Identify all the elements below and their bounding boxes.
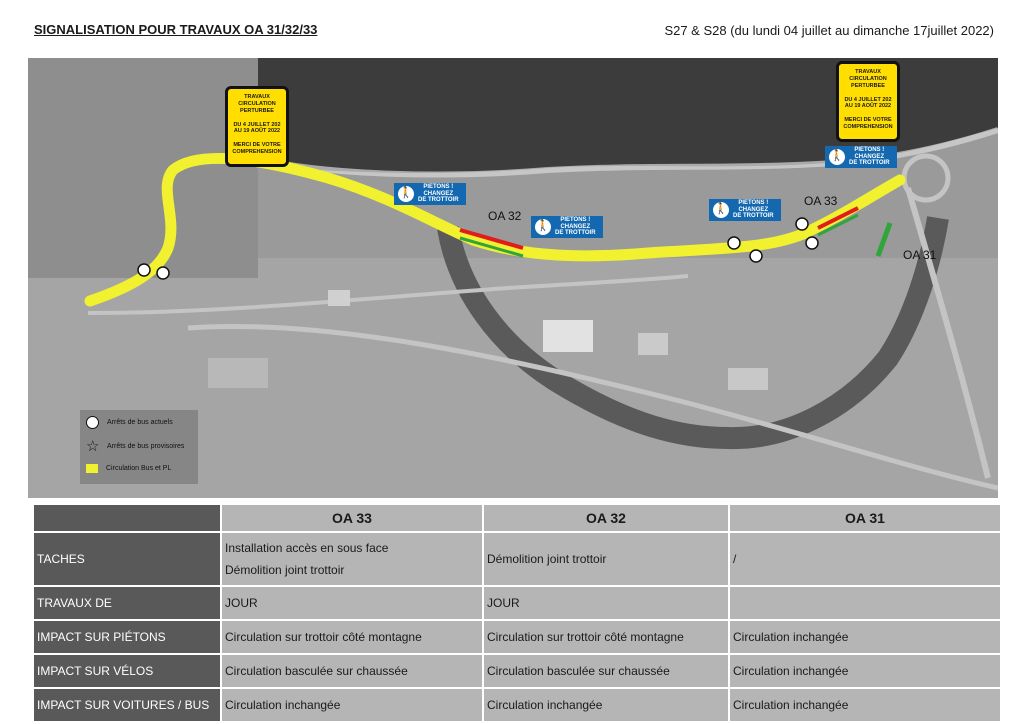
label-oa32: OA 32 [488, 209, 522, 223]
row-label: IMPACT SUR VÉLOS [34, 653, 220, 687]
building [638, 333, 668, 355]
cell-oa33 [222, 531, 482, 585]
pedestrian-sign-text: PIETONS ! CHANGEZ DE TROTTOIR [418, 183, 459, 204]
cell-line: Démolition joint trottoir [225, 563, 345, 577]
table-row [34, 653, 1000, 687]
legend-bus-pl [86, 464, 171, 473]
cell-oa31: Circulation inchangée [730, 687, 1000, 721]
row-label: TACHES [34, 531, 220, 585]
bus-stop-icon [86, 416, 99, 429]
pedestrian-sign [394, 183, 466, 205]
pedestrian-icon [535, 219, 551, 235]
cell-oa33: Circulation sur trottoir côté montagne [222, 619, 482, 653]
pedestrian-sign [531, 216, 603, 238]
row-label: IMPACT SUR VOITURES / BUS [34, 687, 220, 721]
table-row [34, 585, 1000, 619]
pedestrian-icon [398, 186, 414, 202]
header-cell-oa31: OA 31 [730, 505, 1000, 531]
header-cell-oa33: OA 33 [222, 505, 482, 531]
roundabout [904, 156, 948, 200]
route-swatch-icon [86, 464, 98, 473]
legend-label: Circulation Bus et PL [106, 465, 172, 472]
label-oa33: OA 33 [804, 194, 838, 208]
table-header-row [34, 505, 1000, 531]
hillside-area [28, 58, 258, 278]
row-label: IMPACT SUR PIÉTONS [34, 619, 220, 653]
legend-bus-temp [86, 440, 184, 453]
bus-stop [806, 237, 818, 249]
pedestrian-icon [713, 202, 729, 218]
pedestrian-sign-text: PIETONS ! CHANGEZ DE TROTTOIR [733, 199, 774, 220]
map-legend [80, 410, 198, 484]
bus-stop [750, 250, 762, 262]
pedestrian-sign [709, 199, 781, 221]
pedestrian-icon [829, 149, 845, 165]
legend-bus-current [86, 416, 173, 429]
cell-oa32: JOUR [484, 585, 728, 619]
building [208, 358, 268, 388]
works-segment-oa31 [878, 223, 890, 256]
pedestrian-sign-text: PIETONS ! CHANGEZ DE TROTTOIR [849, 146, 890, 167]
works-sign-left: TRAVAUX CIRCULATION PERTURBEE DU 4 JUILLET 202 AU 19 AOÛT 2022 MERCI DE VOTRE COMPREHENSION [225, 86, 289, 167]
cell-oa32: Démolition joint trottoir [484, 531, 728, 585]
bus-stop [157, 267, 169, 279]
label-oa31: OA 31 [903, 248, 937, 262]
table-row [34, 619, 1000, 653]
cell-oa31: Circulation inchangée [730, 619, 1000, 653]
cell-oa31: / [730, 531, 1000, 585]
building [728, 368, 768, 390]
cell-oa31: Circulation inchangée [730, 653, 1000, 687]
cell-oa32: Circulation inchangée [484, 687, 728, 721]
aerial-map [28, 58, 998, 498]
table-row [34, 687, 1000, 721]
building [328, 290, 350, 306]
legend-label: Arrêts de bus provisoires [107, 443, 185, 450]
row-label: TRAVAUX DE [34, 585, 220, 619]
table-row [34, 531, 1000, 585]
pedestrian-sign [825, 146, 897, 168]
star-icon: ☆ [86, 438, 100, 455]
works-sign-right: TRAVAUX CIRCULATION PERTURBEE DU 4 JUILLET 202 AU 19 AOÛT 2022 MERCI DE VOTRE COMPREHENSION [836, 61, 900, 142]
bus-stop [728, 237, 740, 249]
building [543, 320, 593, 352]
page-title: SIGNALISATION POUR TRAVAUX OA 31/32/33 [34, 22, 318, 37]
header-cell-oa32: OA 32 [484, 505, 728, 531]
pedestrian-sign-text: PIETONS ! CHANGEZ DE TROTTOIR [555, 216, 596, 237]
cell-oa33: Circulation inchangée [222, 687, 482, 721]
cell-oa32: Circulation basculée sur chaussée [484, 653, 728, 687]
cell-oa31 [730, 585, 1000, 619]
bus-stop [796, 218, 808, 230]
cell-oa32: Circulation sur trottoir côté montagne [484, 619, 728, 653]
cell-line: Installation accès en sous face [225, 541, 389, 555]
cell-oa33: JOUR [222, 585, 482, 619]
legend-label: Arrêts de bus actuels [107, 419, 173, 426]
cell-oa33: Circulation basculée sur chaussée [222, 653, 482, 687]
works-table [32, 505, 1002, 721]
header-cell-blank [34, 505, 220, 531]
date-range: S27 & S28 (du lundi 04 juillet au dimanche 17juillet 2022) [664, 23, 994, 38]
bus-stop [138, 264, 150, 276]
